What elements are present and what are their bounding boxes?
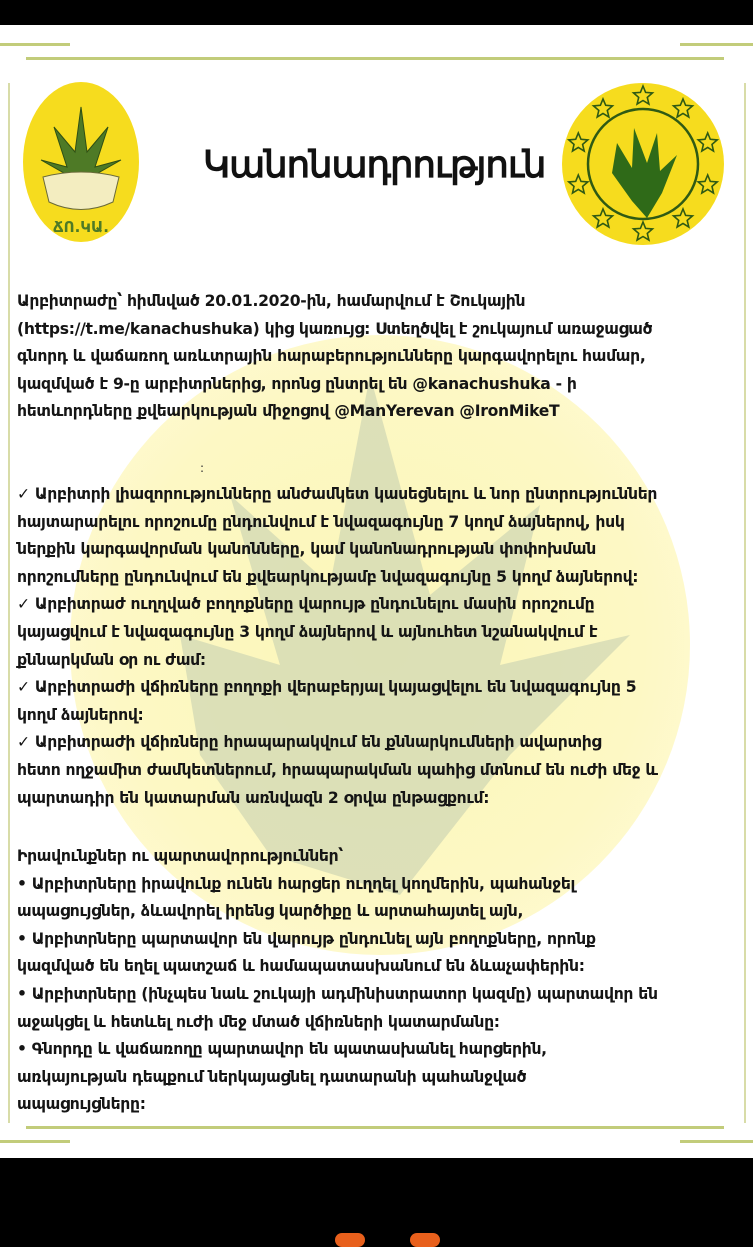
text-line: քննարկման օր ու ժամ:	[17, 650, 206, 669]
nav-handle-right[interactable]	[410, 1233, 440, 1247]
cannabis-handshake-icon	[23, 82, 139, 242]
left-logo	[23, 82, 139, 242]
star-icon	[569, 175, 588, 193]
text-line: Իրավունքներ ու պարտավորություններ՝	[17, 847, 343, 865]
top-left-rule	[0, 43, 70, 46]
star-icon	[569, 133, 588, 151]
text-line: • Գնորդը և վաճառողը պարտավոր են պատասխանել հարցերին,	[17, 1040, 547, 1059]
star-ring-icon	[562, 83, 724, 245]
bottom-right-rule	[680, 1140, 753, 1143]
text-line: ապացույցները:	[17, 1095, 146, 1114]
top-right-rule	[680, 43, 753, 46]
page-title: Կանոնադրություն	[203, 144, 546, 185]
right-logo	[562, 83, 724, 245]
intro-paragraph	[17, 288, 652, 426]
rights-section	[17, 843, 658, 1119]
star-icon	[634, 222, 653, 240]
nav-handle-left[interactable]	[335, 1233, 365, 1247]
text-line: կողմ ձայներով:	[17, 705, 144, 724]
bottom-left-rule	[0, 1140, 70, 1143]
document-page	[0, 25, 753, 1158]
text-line: ✓ Արբիտրաժի վճիռները հրապարակվում են քննարկումների ավարտից	[17, 733, 602, 752]
text-line: (https://t.me/kanachushuka) կից կառույց: Ստեղծվել է շուկայում առաջացած	[17, 319, 653, 338]
text-line: ✓ Արբիտրի լիազորությունները անժամկետ կասեցնելու և նոր ընտրություններ	[17, 485, 658, 503]
text-line: կազմված է 9-ը արբիտրներից, որոնց ընտրել են @kanachushuka - ի	[17, 374, 577, 393]
text-line: • Արբիտրները պարտավոր են վարույթ ընդունել այն բողոքները, որոնք	[17, 929, 596, 948]
star-icon	[674, 209, 693, 227]
bottom-inner-rule	[26, 1126, 724, 1129]
text-line: կազմված են եղել պատշաճ և համապատասխանում են ձևաչափերին:	[17, 957, 585, 976]
right-border	[744, 83, 746, 1123]
left-border	[8, 83, 10, 1123]
text-line: գնորդ և վաճառող առևտրային հարաբերությունները կարգավորելու համար,	[17, 347, 646, 366]
text-line: • Արբիտրները (ինչպես նաև շուկայի ադմինիստրատոր կազմը) պարտավոր են	[17, 984, 658, 1003]
star-icon	[594, 209, 613, 227]
star-icon	[698, 175, 717, 193]
text-line: ներքին կարգավորման կանոնները, կամ կանոնադրության փոփոխման	[17, 540, 596, 559]
text-line: ✓ Արբիտրաժ ուղղված բողոքները վարույթ ընդունելու մասին որոշումը	[17, 595, 595, 614]
text-line: հայտարարելու որոշումը ընդունվում է նվազագույնը 7 կողմ ձայներով, իսկ	[17, 512, 625, 531]
text-line: պարտադիր են կատարման առնվազն 2 օրվա ընթացքում:	[17, 788, 490, 807]
text-line: ապացույցներ, ձևավորել իրենց կարծիքը և արտահայտել այն,	[17, 902, 524, 921]
star-icon	[634, 86, 653, 104]
bottom-nav-handle[interactable]	[335, 1233, 445, 1243]
star-icon	[698, 133, 717, 151]
text-line: • Արբիտրները իրավունք ունեն հարցեր ուղղել կողմերին, պահանջել	[17, 874, 576, 893]
left-logo-text: ՃՈ.ԿԱ.	[53, 218, 109, 236]
text-line: Արբիտրաժը՝ հիմնված 20.01.2020-ին, համարվում է Շուկային	[17, 292, 526, 310]
text-line: առկայության դեպքում ներկայացնել դատարանի պահանջված	[17, 1067, 527, 1086]
text-line: աջակցել և հետևել ուժի մեջ մտած վճիռների կատարմանը:	[17, 1012, 500, 1031]
text-line: հետո ողջամիտ ժամկետներում, հրապարակման պահից մտնում են ուժի մեջ և	[17, 760, 658, 779]
separator-mark: :	[200, 461, 205, 475]
text-line: որոշումները ընդունվում են քվեարկությամբ նվազագույնը 5 կողմ ձայներով:	[17, 567, 639, 586]
rules-section	[17, 481, 658, 812]
text-line: ✓ Արբիտրաժի վճիռները բողոքի վերաբերյալ կայացվելու են նվազագույնը 5	[17, 678, 637, 697]
text-line: կայացվում է նվազագույնը 3 կողմ ձայներով և այնուհետ նշանակվում է	[17, 622, 598, 641]
star-icon	[674, 99, 693, 117]
star-icon	[594, 99, 613, 117]
top-inner-rule	[26, 57, 724, 60]
text-line: հետևորդները քվեարկության միջոցով @ManYerevan @IronMikeT	[17, 402, 560, 421]
